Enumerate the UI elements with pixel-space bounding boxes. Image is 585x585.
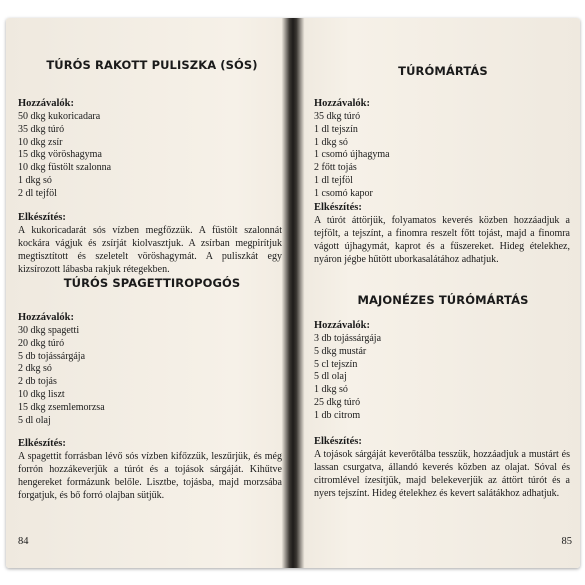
recipe-title: TÚRÓMÁRTÁS xyxy=(398,64,488,78)
method-heading: Elkészítés: xyxy=(314,202,362,213)
method-text: A tojások sárgáját keverőtálba tesszük, hozzáadjuk a mustárt és lassan csurgatva, állandó keverés közben az olajat. Sóval és citromlével ízesítjük, majd belekeverjük az áttört túrót és a nyers tejszínt. Hideg ételekhez és kevert salátákhoz adhatjuk. xyxy=(314,449,570,499)
ingredients-heading: Hozzávalók: xyxy=(18,98,74,109)
ingredient-item: 2 főtt tojás xyxy=(314,162,357,174)
ingredient-item: 3 db tojássárgája xyxy=(314,333,382,344)
left-page xyxy=(18,18,286,568)
ingredient-item: 1 csomó kapor xyxy=(314,187,373,199)
recipe-title: TÚRÓS SPAGETTIROPOGÓS xyxy=(63,276,241,290)
ingredient-item: 1 dl tejszín xyxy=(314,123,358,135)
recipe-title: MAJONÉZES TÚRÓMÁRTÁS xyxy=(357,293,529,307)
ingredients-list xyxy=(18,325,105,427)
recipe-title: TÚRÓS RAKOTT PULISZKA (SÓS) xyxy=(46,58,258,72)
method-heading: Elkészítés: xyxy=(18,438,66,449)
method-text: A spagettit forrásban lévő sós vízben kifőzzük, leszűrjük, és még forrón hozzákeverjük a túrót és a tojások sárgáját. Kihűtve hengereket formázunk belőle. Lisztbe, tojásba, majd morzsába forgatjuk, és bő forró olajban sütjük. xyxy=(18,451,282,501)
ingredients-list xyxy=(314,333,381,423)
ingredient-item: 1 csomó újhagyma xyxy=(314,149,390,161)
ingredient-item: 1 dkg só xyxy=(314,384,348,396)
ingredient-item: 2 dl tejföl xyxy=(18,187,57,199)
ingredient-item: 1 dkg só xyxy=(314,136,348,148)
method-text: A túrót áttörjük, folyamatos keverés közben hozzáadjuk a tejfölt, a tejszínt, a finomra reszelt főtt tojást, majd a finomra vágott újhagymát, kaprot és a fűszereket. Hideg ételekhez, nyáron jégbe hűtött uborkasalátához adhatjuk. xyxy=(314,215,570,265)
method-heading: Elkészítés: xyxy=(18,212,66,223)
ingredient-item: 10 dkg liszt xyxy=(18,388,65,400)
ingredients-list xyxy=(314,111,390,201)
ingredient-item: 5 dl olaj xyxy=(18,414,51,426)
ingredients-heading: Hozzávalók: xyxy=(18,312,74,323)
open-book xyxy=(6,18,580,568)
ingredient-item: 10 dkg zsír xyxy=(18,136,63,148)
ingredient-item: 35 dkg túró xyxy=(18,123,65,135)
ingredient-item: 5 dkg mustár xyxy=(314,345,367,357)
page-number: 85 xyxy=(561,536,572,547)
ingredient-item: 25 dkg túró xyxy=(314,396,361,408)
ingredients-heading: Hozzávalók: xyxy=(314,320,370,331)
ingredient-item: 20 dkg túró xyxy=(18,337,65,349)
ingredient-item: 15 dkg zsemlemorzsa xyxy=(18,401,105,413)
ingredient-item: 30 dkg spagetti xyxy=(18,325,80,336)
ingredient-item: 5 db tojássárgája xyxy=(18,350,86,362)
ingredient-item: 2 db tojás xyxy=(18,376,57,388)
ingredient-item: 1 db citrom xyxy=(314,409,361,421)
ingredients-heading: Hozzávalók: xyxy=(314,98,370,109)
ingredient-item: 1 dl tejföl xyxy=(314,174,353,186)
ingredient-item: 1 dkg só xyxy=(18,174,52,186)
method-heading: Elkészítés: xyxy=(314,436,362,447)
ingredient-item: 10 dkg füstölt szalonna xyxy=(18,162,112,174)
ingredient-item: 35 dkg túró xyxy=(314,111,361,122)
ingredient-item: 5 dl olaj xyxy=(314,371,347,383)
right-page xyxy=(314,18,572,568)
ingredient-item: 2 dkg só xyxy=(18,363,52,375)
ingredient-item: 50 dkg kukoricadara xyxy=(18,111,101,122)
page-number: 84 xyxy=(18,536,29,547)
ingredient-item: 15 dkg vöröshagyma xyxy=(18,149,102,161)
method-text: A kukoricadarát sós vízben megfőzzük. A füstölt szalonnát kockára vágjuk és zsírját kiolvasztjuk. A zsírban megpirítjuk megtisztított és szeletelt vöröshagymát. A puliszkát egy kizsírozott lábasba rakjuk rétegekben. xyxy=(18,225,282,275)
ingredients-list xyxy=(18,111,111,201)
ingredient-item: 5 cl tejszín xyxy=(314,358,358,370)
